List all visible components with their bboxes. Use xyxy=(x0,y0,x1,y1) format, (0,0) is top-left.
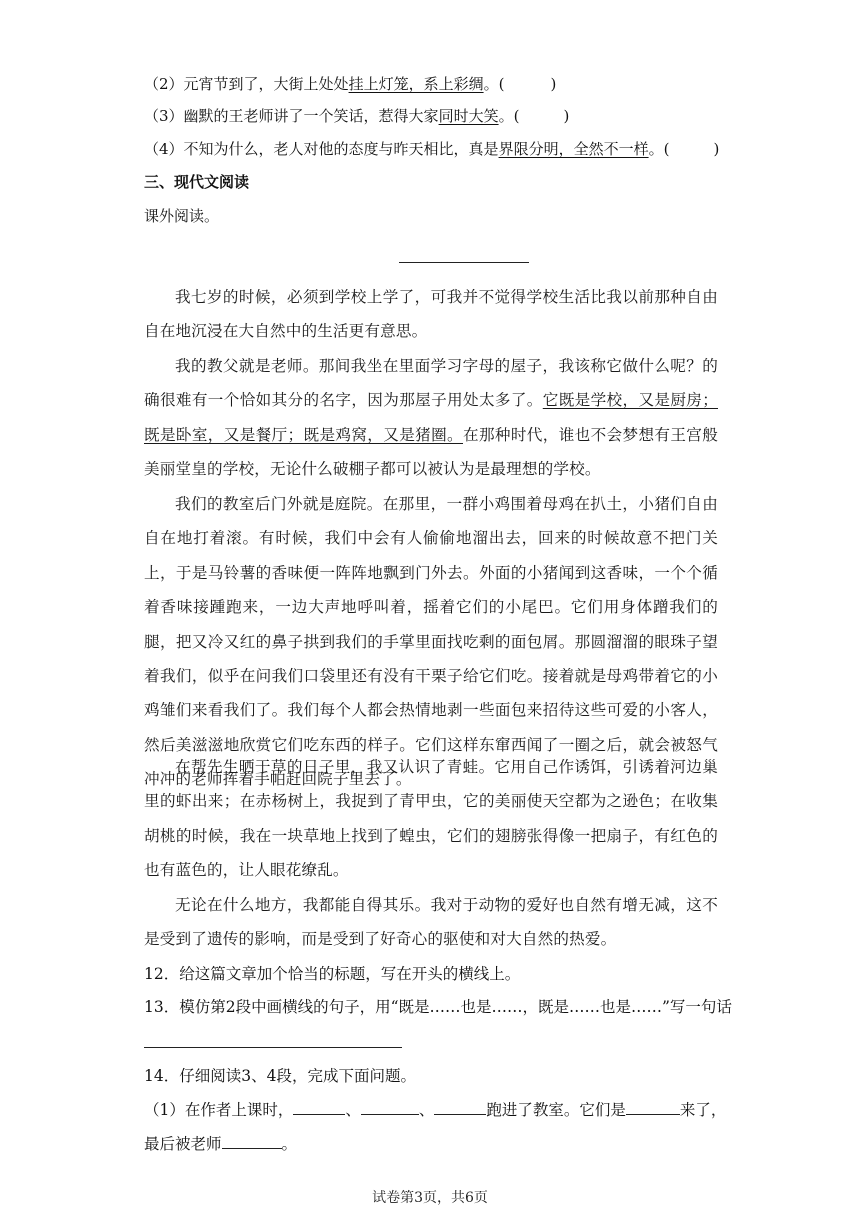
passage-paragraph-5: 无论在什么地方，我都能自得其乐。我对于动物的爱好也自然有增无减，这不是受到了遗传的影响，而是受到了好奇心的驱使和对大自然的热爱。 xyxy=(144,896,718,949)
item-text: 不知为什么，老人对他的态度与昨天相比，真是 xyxy=(183,140,499,158)
item-text: 幽默的王老师讲了一个笑话，惹得大家 xyxy=(183,107,439,125)
question-punct: 、 xyxy=(345,1101,361,1119)
question-text: （1）在作者上课时， xyxy=(144,1101,294,1119)
question-punct: 。 xyxy=(281,1135,298,1153)
paragraph-text: 在那种时代，谁也不会梦想有王宫般美丽堂皇的学校，无论什么破棚子都可以被认为是最理想的学校。 xyxy=(144,425,718,479)
question-punct: 、 xyxy=(418,1101,435,1119)
passage-paragraph-1: 我七岁的时候，必须到学校上学了，可我并不觉得学校生活比我以前那种自由自在地沉浸在大自然中的生活更有意思。 xyxy=(144,288,718,341)
question-14: 14．仔细阅读3、4段，完成下面问题。 xyxy=(144,1067,416,1085)
item-number: （2） xyxy=(144,75,184,93)
answer-paren-close: ) xyxy=(550,75,557,93)
passage-paragraph-4: 在帮先生晒干草的日子里，我又认识了青蛙。它用自己作诱饵，引诱着河边巢里的虾出来；在赤杨树上，我捉到了青甲虫，它的美丽使天空都为之逊色；在收集胡桃的时候，我在一块草地上找到了蝗虫，它们的翅膀张得像一把扇子，有红色的也有蓝色的，让人眼花缭乱。 xyxy=(144,758,718,880)
question-13-answer-line[interactable] xyxy=(144,1047,402,1048)
answer-blank[interactable] xyxy=(222,1134,282,1149)
question-text: 跑进了教室。它们是 xyxy=(486,1101,626,1119)
paragraph-text: 我的教父就是老师。那间我坐在里面学习字母的屋子，我该称它做什么呢？的确很难有一个恰如其分的名字，因为那屋子用处太多了。 xyxy=(144,357,718,410)
question-12: 12．给这篇文章加个恰当的标题，写在开头的横线上。 xyxy=(144,965,521,983)
item-number: （4） xyxy=(144,140,184,158)
item-punct: 。( xyxy=(648,140,670,158)
item-4 xyxy=(144,139,719,159)
underlined-phrase: 同时大笑 xyxy=(438,107,499,125)
answer-paren-close: ) xyxy=(563,107,570,125)
passage-paragraph-3: 我们的教室后门外就是庭院。在那里，一群小鸡围着母鸡在扒土，小猪们自由自在地打着滚。有时候，我们中会有人偷偷地溜出去，回来的时候故意不把门关上，于是马铃薯的香味便一阵阵地飘到门外去。外面的小猪闻到这香味，一个个循着香味接踵跑来，一边大声地呼叫着，摇着它们的小尾巴。它们用身体蹭我们的腿，把又冷又红的鼻子拱到我们的手掌里面找吃剩的面包屑。那圆溜溜的眼珠子望着我们，似乎在问我们口袋里还有没有干栗子给它们吃。接着就是母鸡带着它的小鸡雏们来看我们了。我们每个人都会热情地剥一些面包来招待这些可爱的小客人，然后美滋滋地欣赏它们吃东西的样子。它们这样东窜西闻了一圈之后，就会被怒气冲冲的老师挥着手帕赶回院子里去了。 xyxy=(144,495,718,789)
question-text: 最后被老师 xyxy=(144,1135,222,1153)
item-3 xyxy=(144,106,569,126)
title-blank-line[interactable] xyxy=(399,262,529,263)
underlined-phrase: 挂上灯笼，系上彩绸 xyxy=(348,75,484,93)
answer-blank[interactable] xyxy=(626,1100,680,1115)
section-subheading: 课外阅读。 xyxy=(144,207,220,225)
answer-paren-close: ) xyxy=(713,140,720,158)
item-punct: 。( xyxy=(498,107,520,125)
question-14-part-1-cont xyxy=(144,1134,297,1154)
underlined-phrase: 界限分明，全然不一样 xyxy=(498,140,649,158)
answer-blank[interactable] xyxy=(293,1100,345,1115)
question-text: 来了， xyxy=(679,1101,727,1119)
answer-blank[interactable] xyxy=(434,1100,486,1115)
item-text: 元宵节到了，大街上处处 xyxy=(183,75,349,93)
item-number: （3） xyxy=(144,107,184,125)
passage-paragraph-2 xyxy=(144,349,718,487)
answer-blank[interactable] xyxy=(361,1100,419,1115)
item-2 xyxy=(144,74,556,94)
underlined-sentence: 它既是学校，又是厨房；既是卧室，又是餐厅；既是鸡窝，又是猪圈。 xyxy=(144,391,718,444)
question-13: 13．模仿第2段中画横线的句子，用“既是……也是……，既是……也是……”写一句话 xyxy=(144,998,732,1016)
section-heading: 三、现代文阅读 xyxy=(144,173,250,191)
item-punct: 。( xyxy=(483,75,505,93)
question-14-part-1 xyxy=(144,1100,726,1120)
page-footer: 试卷第3页，共6页 xyxy=(372,1190,488,1206)
